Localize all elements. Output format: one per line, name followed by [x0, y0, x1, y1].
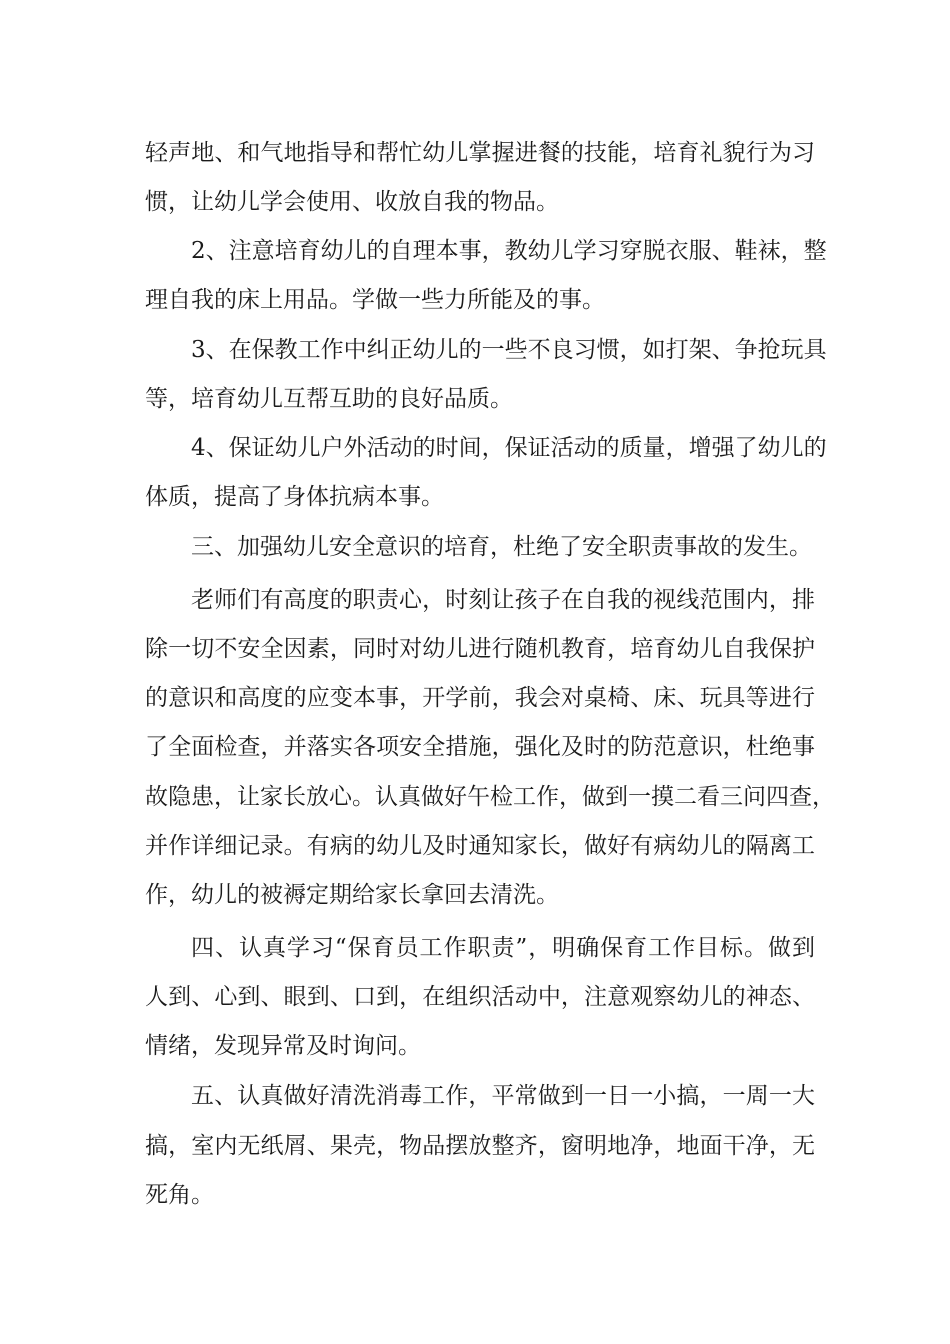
- text-line: 轻声地、和气地指导和帮忙幼儿掌握进餐的技能，培育礼貌行为习: [145, 140, 815, 166]
- text-line: 作，幼儿的被褥定期给家长拿回去清洗。: [145, 882, 559, 908]
- text-line: 体质，提高了身体抗病本事。: [145, 484, 444, 510]
- text-line: 了全面检查，并落实各项安全措施，强化及时的防范意识，杜绝事: [145, 734, 815, 760]
- text-line: 情绪，发现异常及时询问。: [145, 1033, 421, 1059]
- numbered-item-4-line: 4、保证幼儿户外活动的时间，保证活动的质量，增强了幼儿的: [191, 435, 827, 461]
- section-heading-5: 五、认真做好清洗消毒工作，平常做到一日一小搞，一周一大: [191, 1083, 815, 1109]
- section-heading-4: 四、认真学习“保育员工作职责”，明确保育工作目标。做到: [191, 935, 815, 961]
- text-line: 人到、心到、眼到、口到，在组织活动中，注意观察幼儿的神态、: [145, 984, 815, 1010]
- text-line: 惯，让幼儿学会使用、收放自我的物品。: [145, 189, 559, 215]
- numbered-item-2-line: 2、注意培育幼儿的自理本事，教幼儿学习穿脱衣服、鞋袜，整: [191, 238, 827, 264]
- text-line: 理自我的床上用品。学做一些力所能及的事。: [145, 287, 605, 313]
- text-line: 死角。: [145, 1182, 214, 1208]
- text-line: 的意识和高度的应变本事，开学前，我会对桌椅、床、玩具等进行: [145, 685, 815, 711]
- text-line: 除一切不安全因素，同时对幼儿进行随机教育，培育幼儿自我保护: [145, 636, 815, 662]
- numbered-item-3-line: 3、在保教工作中纠正幼儿的一些不良习惯，如打架、争抢玩具: [191, 337, 827, 363]
- text-line: 等，培育幼儿互帮互助的良好品质。: [145, 386, 513, 412]
- text-line: 搞，室内无纸屑、果壳，物品摆放整齐，窗明地净，地面干净，无: [145, 1133, 815, 1159]
- text-line: 并作详细记录。有病的幼儿及时通知家长，做好有病幼儿的隔离工: [145, 833, 815, 859]
- text-line: 故隐患，让家长放心。认真做好午检工作，做到一摸二看三问四查，: [145, 784, 835, 810]
- section-heading-3: 三、加强幼儿安全意识的培育，杜绝了安全职责事故的发生。: [191, 534, 812, 560]
- paragraph-first-line: 老师们有高度的职责心，时刻让孩子在自我的视线范围内，排: [191, 587, 815, 613]
